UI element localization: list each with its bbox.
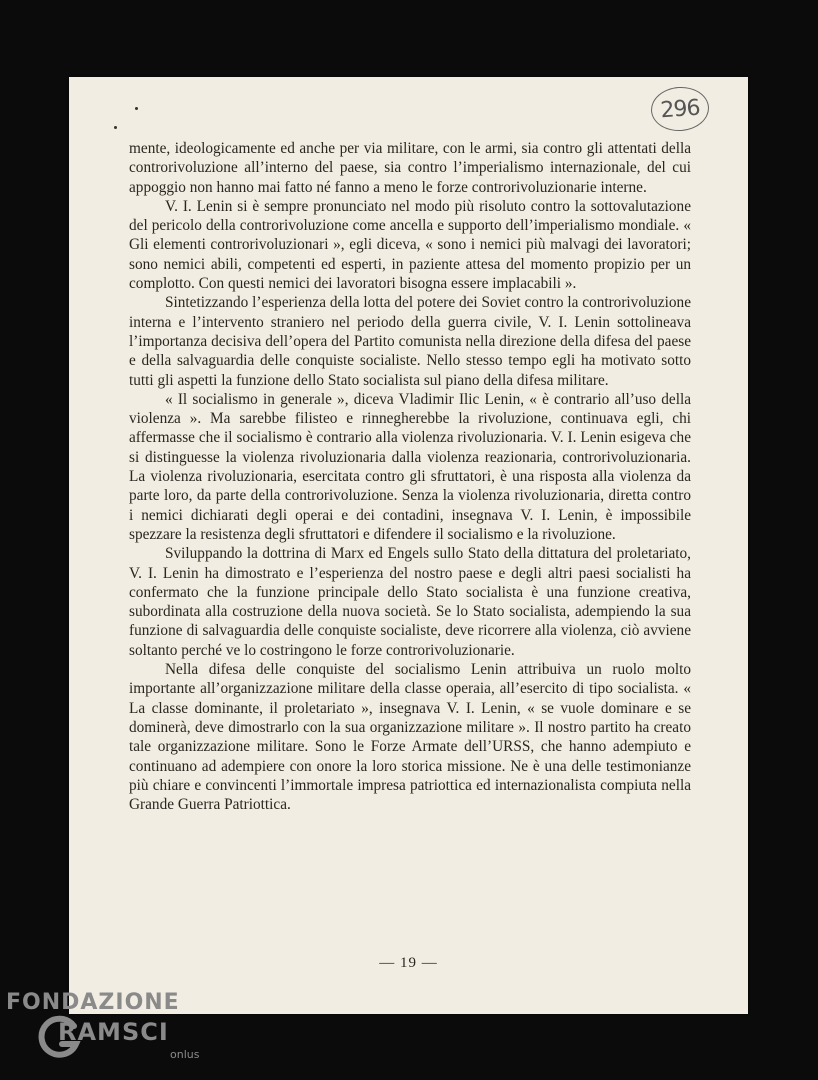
body-text xyxy=(129,139,691,814)
watermark-line-2: RAMSCI xyxy=(58,1018,169,1046)
page-number: — 19 — xyxy=(379,955,438,971)
document-page xyxy=(69,77,748,1014)
fondazione-gramsci-watermark xyxy=(6,990,206,1070)
ink-speck xyxy=(114,126,117,129)
paragraph-3: Sintetizzando l’esperienza della lotta del potere dei Soviet contro la controrivoluzione interna e l’intervento straniero nel periodo della guerra civile, V. I. Lenin sottolineava l’importanza decisiva dell’opera del Partito comunista nella direzione della difesa del paese e della salvaguardia delle conquiste socialiste. Nello stesso tempo egli ha motivato sotto tutti gli aspetti la funzione dello Stato socialista sul piano della difesa militare. xyxy=(129,294,691,389)
watermark-line-3: onlus xyxy=(170,1048,200,1061)
paragraph-6: Nella difesa delle conquiste del socialismo Lenin attribuiva un ruolo molto importante all’organizzazione militare della classe operaia, all’esercito di tipo socialista. « La classe dominante, il proletariato », insegnava V. I. Lenin, « se vuole dominare e se dominerà, deve dimostrarlo con la sua organizzazione militare ». Il nostro partito ha creato tale organizzazione militare. Sono le Forze Armate dell’URSS, che hanno adempiuto e continuano ad adempiere con onore la loro storica missione. Ne è una delle testimonianze più chiare e convincenti l’immortale impresa patriottica ed internazionalista compiuta nella Grande Guerra Patriottica. xyxy=(129,661,691,814)
archive-stamp: 296 xyxy=(650,85,711,133)
paragraph-5: Sviluppando la dottrina di Marx ed Engels sullo Stato della dittatura del proletariato, V. I. Lenin ha dimostrato e l’esperienza del nostro paese e degli altri paesi socialisti ha confermato che la funzione principale dello Stato socialista è una funzione creativa, subordinata alla costruzione della nuova società. Se lo Stato socialista, adempiendo la sua funzione di salvaguardia delle conquiste socialiste, deve ricorrere alla violenza, ciò avviene soltanto perché ve lo costringono le forze controrivoluzionarie. xyxy=(129,545,691,659)
watermark-line-1: FONDAZIONE xyxy=(6,990,180,1015)
paragraph-1: mente, ideologicamente ed anche per via militare, con le armi, sia contro gli attentati della controrivoluzione all’interno del paese, sia contro l’imperialismo internazionale, del cui appoggio non hanno mai fatto né fanno a meno le forze controrivoluzionarie interne. xyxy=(129,140,691,196)
paragraph-4: « Il socialismo in generale », diceva Vladimir Ilic Lenin, « è contrario all’uso della violenza ». Ma sarebbe filisteo e rinnegherebbe la rivoluzione, continuava egli, chi affermasse che il socialismo è contrario alla violenza rivoluzionaria. V. I. Lenin esigeva che si distinguesse la violenza rivoluzionaria dalla violenza reazionaria, controrivoluzionaria. La violenza rivoluzionaria, esercitata contro gli sfruttatori, è una risposta alla violenza da parte loro, da parte della controrivoluzione. Senza la violenza rivoluzionaria, diretta contro i nemici dichiarati degli operai e dei contadini, insegnava V. I. Lenin, è impossibile spezzare la resistenza degli sfruttatori e difendere il socialismo e la rivoluzione. xyxy=(129,390,691,543)
paragraph-2: V. I. Lenin si è sempre pronunciato nel modo più risoluto contro la sottovalutazione del pericolo della controrivoluzione come ancella e supporto dell’imperialismo mondiale. « Gli elementi controrivoluzionari », egli diceva, « sono i nemici più malvagi dei lavoratori; sono nemici abili, competenti ed esperti, in paziente attesa del momento propizio per un complotto. Con questi nemici dei lavoratori bisogna essere implacabili ». xyxy=(129,197,691,293)
ink-speck xyxy=(135,107,138,110)
